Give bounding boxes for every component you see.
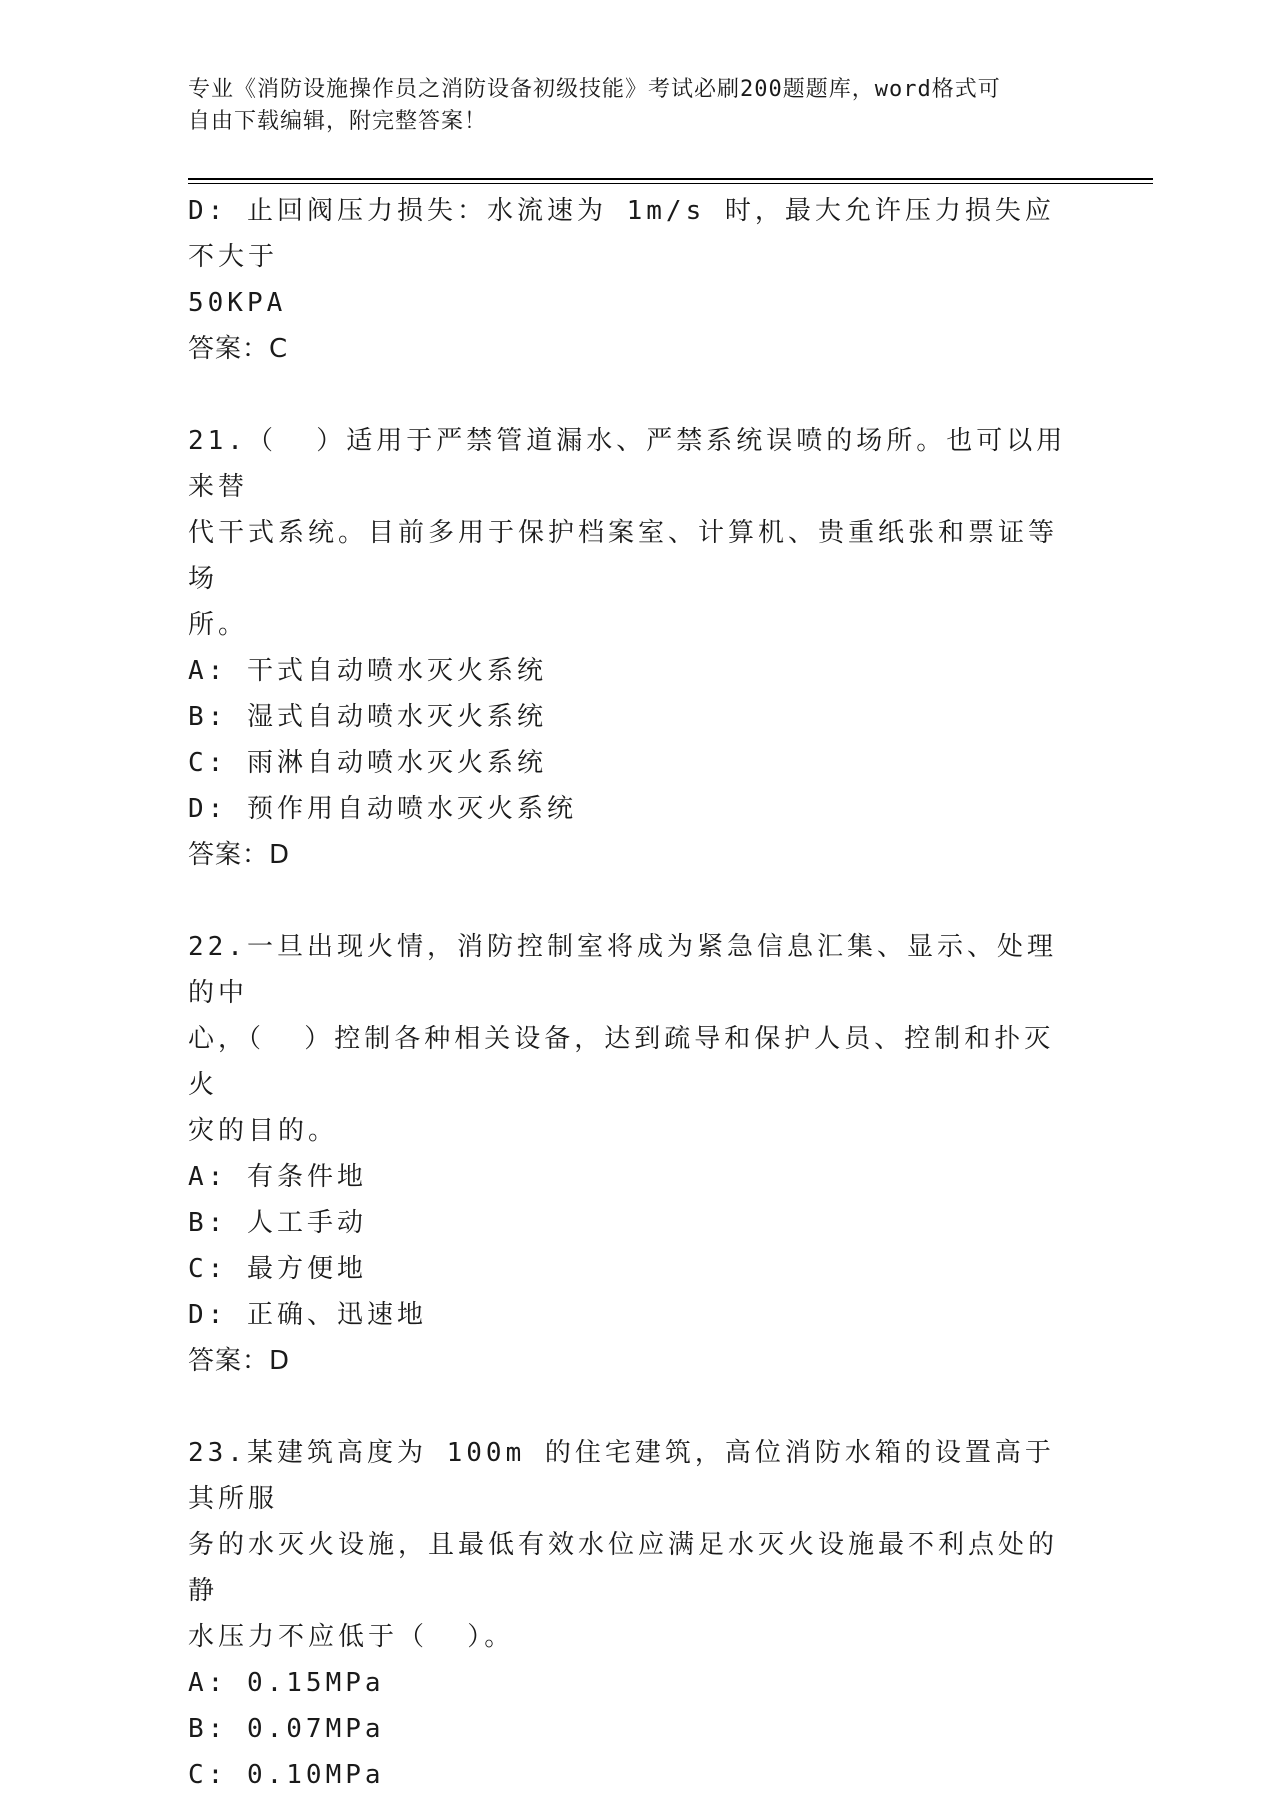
- option-a: A: 0.15MPa: [188, 1668, 385, 1698]
- document-header: [188, 74, 1068, 138]
- option-a: A: 干式自动喷水灭火系统: [188, 656, 547, 686]
- header-divider-thick: [188, 178, 1153, 180]
- spacer: [188, 1384, 1068, 1430]
- header-divider-thin: [188, 183, 1153, 184]
- question-22: [188, 924, 1068, 1384]
- answer-label: 答案：D: [188, 1346, 291, 1376]
- question-20-tail: [188, 188, 1068, 372]
- option-c: C: 0.10MPa: [188, 1760, 385, 1790]
- option-b: B: 0.07MPa: [188, 1714, 385, 1744]
- option-d-continued: 50KPA: [188, 288, 287, 318]
- question-stem: 23.某建筑高度为 100m 的住宅建筑，高位消防水箱的设置高于其所服: [188, 1438, 1055, 1514]
- header-line-2: 自由下载编辑，附完整答案！: [188, 109, 488, 134]
- option-c: C: 雨淋自动喷水灭火系统: [188, 748, 547, 778]
- question-21: [188, 418, 1068, 878]
- answer-label: 答案：D: [188, 840, 291, 870]
- header-line-1: 专业《消防设施操作员之消防设备初级技能》考试必刷200题题库，word格式可: [188, 77, 1001, 102]
- question-23: [188, 1430, 1068, 1798]
- option-b: B: 湿式自动喷水灭火系统: [188, 702, 547, 732]
- question-stem: 21.（ ）适用于严禁管道漏水、严禁系统误喷的场所。也可以用来替: [188, 426, 1067, 502]
- document-body: [188, 188, 1068, 1798]
- option-d: D: 正确、迅速地: [188, 1300, 427, 1330]
- question-stem-continued: 灾的目的。: [188, 1116, 339, 1146]
- question-stem-continued: 心，（ ）控制各种相关设备，达到疏导和保护人员、控制和扑灭火: [188, 1024, 1055, 1100]
- option-d: D: 预作用自动喷水灭火系统: [188, 794, 577, 824]
- option-c: C: 最方便地: [188, 1254, 367, 1284]
- answer-label: 答案：C: [188, 334, 289, 364]
- spacer: [188, 878, 1068, 924]
- question-stem-continued: 务的水灭火设施，且最低有效水位应满足水灭火设施最不利点处的静: [188, 1530, 1059, 1606]
- spacer: [188, 372, 1068, 418]
- question-stem-continued: 代干式系统。目前多用于保护档案室、计算机、贵重纸张和票证等场: [188, 518, 1059, 594]
- option-d: D: 止回阀压力损失：水流速为 1m/s 时，最大允许压力损失应不大于: [188, 196, 1055, 272]
- question-stem-continued: 所。: [188, 610, 249, 640]
- question-stem: 22.一旦出现火情，消防控制室将成为紧急信息汇集、显示、处理的中: [188, 932, 1057, 1008]
- question-stem-continued: 水压力不应低于（ ）。: [188, 1622, 515, 1652]
- option-b: B: 人工手动: [188, 1208, 367, 1238]
- option-a: A: 有条件地: [188, 1162, 367, 1192]
